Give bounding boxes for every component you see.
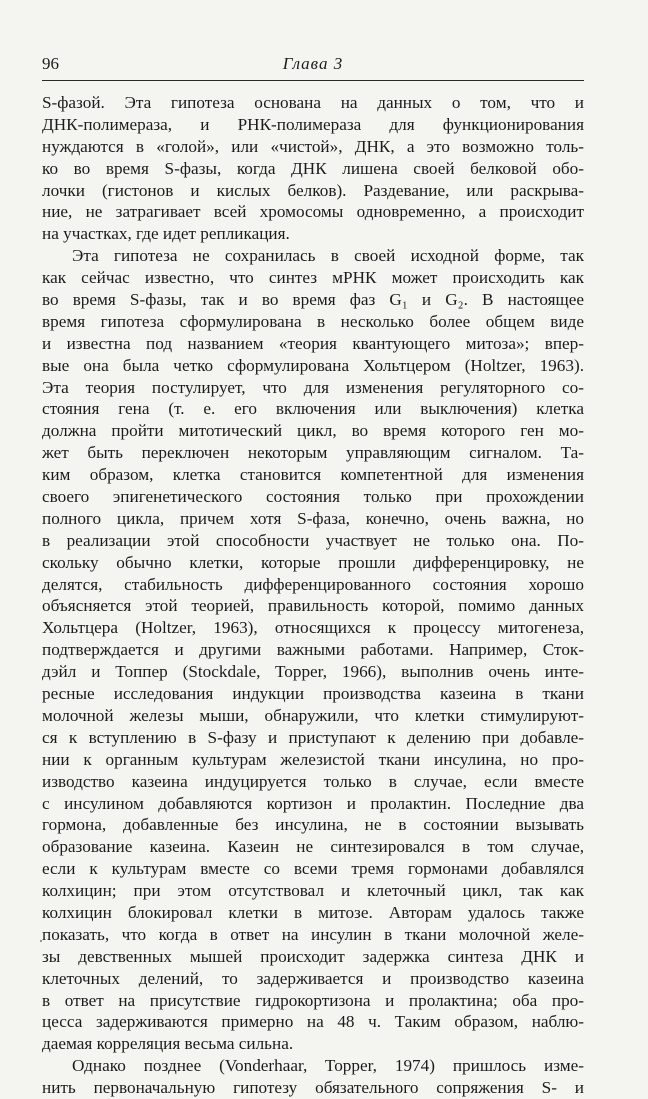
text-line: клеточных делений, то задерживается и производство казеина — [42, 968, 584, 988]
text-line: изводство казеина индуцируется только в случае, если вместе — [42, 771, 584, 791]
text-line: показать, что когда в ответ на инсулин в ткани молочной желе- — [42, 924, 584, 944]
text-line: молочной железы мыши, обнаружили, что клетки стимулируют- — [42, 705, 584, 725]
text-line: на участках, где идет репликация. — [42, 224, 290, 244]
text-line: ким образом, клетка становится компетентной для изменения — [42, 465, 584, 485]
text-line: нить первоначальную гипотезу обязательного сопряжения S- и — [42, 1078, 584, 1098]
running-title: Глава 3 — [282, 54, 344, 73]
text-line: жет быть переключен некоторым управляющим сигналом. Та- — [42, 443, 584, 463]
text-line: делятся, стабильность дифференцированного состояния хорошо — [42, 574, 584, 594]
text-line: ние, не затрагивает всей хромосомы одновременно, а происходит — [42, 202, 584, 222]
text-line: и известна под названием «теория квантующего митоза»; впер- — [42, 333, 584, 353]
text-line: время гипотеза сформулирована в несколько более общем виде — [42, 311, 584, 331]
text-line: ДНК-полимераза, и РНК-полимераза для функционирования — [42, 114, 584, 134]
text-line: Эта гипотеза не сохранилась в своей исходной форме, так — [72, 246, 584, 266]
text-line: даемая корреляция весьма сильна. — [42, 1034, 294, 1054]
page-number: 96 — [42, 54, 59, 73]
text-line: полного цикла, причем хотя S-фаза, конечно, очень важна, но — [42, 508, 584, 528]
text-line: должна пройти митотический цикл, во время которого ген мо- — [42, 421, 584, 441]
text-line: Однако позднее (Vonderhaar, Topper, 1974) пришлось изме- — [72, 1056, 584, 1076]
text-line: колхицин блокировал клетки в митозе. Авторам удалось также — [42, 902, 584, 922]
text-line: цесса задерживаются примерно на 48 ч. Таким образом, наблю- — [42, 1012, 584, 1032]
text-line: зы девственных мышей происходит задержка синтеза ДНК и — [42, 946, 584, 966]
body-text — [42, 92, 584, 1099]
text-line: образование казеина. Казеин не синтезировался в том случае, — [42, 837, 584, 857]
text-line: в ответ на присутствие гидрокортизона и пролактина; оба про- — [42, 990, 584, 1010]
text-line: скольку обычно клетки, которые прошли дифференцировку, не — [42, 552, 584, 572]
text-line: Хольтцера (Holtzer, 1963), относящихся к процессу митогенеза, — [42, 618, 584, 638]
text-line: с инсулином добавляются кортизон и пролактин. Последние два — [42, 793, 584, 813]
text-line: Эта теория постулирует, что для изменения регуляторного со- — [42, 377, 584, 397]
page-header — [42, 54, 584, 80]
text-line: гормона, добавленные без инсулина, не в состоянии вызывать — [42, 815, 584, 835]
text-line: во время S-фазы, так и во время фаз G₁ и G₂. В настоящее — [42, 290, 584, 310]
text-line: ся к вступлению в S-фазу и приступают к делению при добавле- — [42, 727, 584, 747]
text-line: в реализации этой способности участвует не только она. По- — [42, 530, 584, 550]
text-line: ресные исследования индукции производства казеина в ткани — [42, 684, 584, 704]
text-line: если к культурам вместе со всеми тремя гормонами добавлялся — [42, 859, 584, 879]
text-line: колхицин; при этом отсутствовал и клеточный цикл, так как — [42, 881, 584, 901]
text-line: ко во время S-фазы, когда ДНК лишена своей белковой обо- — [42, 158, 584, 178]
text-line: вые она была четко сформулирована Хольтцером (Holtzer, 1963). — [42, 355, 584, 375]
print-speck — [40, 940, 42, 942]
text-line: стояния гена (т. е. его включения или выключения) клетка — [42, 399, 584, 419]
text-line: объясняется этой теорией, правильность которой, помимо данных — [42, 596, 584, 616]
text-line: нуждаются в «голой», или «чистой», ДНК, а это возможно толь- — [42, 136, 584, 156]
text-line: как сейчас известно, что синтез мРНК может происходить как — [42, 268, 584, 288]
text-line: своего эпигенетического состояния только при прохождении — [42, 487, 584, 507]
text-line: дэйл и Топпер (Stockdale, Topper, 1966), выполнив очень инте- — [42, 662, 584, 682]
text-line: нии к органным культурам железистой ткани инсулина, но про- — [42, 749, 584, 769]
text-line: S-фазой. Эта гипотеза основана на данных о том, что и — [42, 93, 584, 112]
text-line: подтверждается и другими важными работами. Например, Сток- — [42, 640, 584, 660]
text-line: лочки (гистонов и кислых белков). Раздевание, или раскрыва- — [42, 180, 584, 200]
header-rule — [42, 80, 584, 81]
